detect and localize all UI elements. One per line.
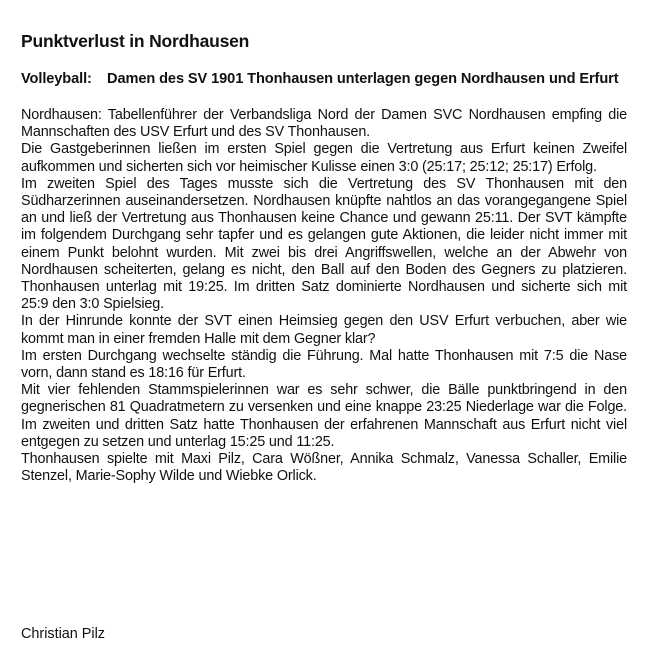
subheadline xyxy=(21,71,627,88)
author-name: Christian Pilz xyxy=(21,626,105,642)
paragraph: Im zweiten Spiel des Tages musste sich die Vertretung des SV Thonhausen mit den Südharzerinnen auseinandersetzen. Nordhausen knüpfte nahtlos an das vorangegangene Spiel an und ließ der Vertretung aus Thonhausen keine Chance und gewann 25:11. Der SVT kämpfte im folgendem Durchgang sehr tapfer und es gelangen gute Aktionen, die leider nicht immer mit einem Punkt belohnt wurden. Mit zwei bis drei Angriffswellen, welche an der Abwehr von Nordhausen scheiterten, gelang es nicht, den Ball auf den Boden des Gegners zu platzieren. Thonhausen unterlag mit 19:25. Im dritten Satz dominierte Nordhausen und sicherte sich mit 25:9 den 3:0 Spielsieg. xyxy=(21,175,627,313)
headline: Punktverlust in Nordhausen xyxy=(21,31,250,51)
paragraph: In der Hinrunde konnte der SVT einen Heimsieg gegen den USV Erfurt verbuchen, aber wie kommt man in einer fremden Halle mit dem Gegner klar? xyxy=(21,313,627,347)
paragraph: Nordhausen: Tabellenführer der Verbandsliga Nord der Damen SVC Nordhausen empfing die Mannschaften des USV Erfurt und des SV Thonhausen. xyxy=(21,107,627,141)
paragraph: Die Gastgeberinnen ließen im ersten Spiel gegen die Vertretung aus Erfurt keinen Zweifel aufkommen und sicherten sich vor heimischer Kulisse einen 3:0 (25:17; 25:12; 25:17) Erfolg. xyxy=(21,141,627,175)
article-body xyxy=(21,107,627,485)
section-label: Volleyball: xyxy=(21,71,92,87)
subtitle: Damen des SV 1901 Thonhausen unterlagen gegen Nordhausen und Erfurt xyxy=(107,71,619,87)
paragraph: Mit vier fehlenden Stammspielerinnen war es sehr schwer, die Bälle punktbringend in den gegnerischen 81 Quadratmetern zu versenken und eine knappe 23:25 Niederlage war die Folge. Im zweiten und dritten Satz hatte Thonhausen der erfahrenen Mannschaft aus Erfurt nicht viel entgegen zu setzen und unterlag 15:25 und 11:25. xyxy=(21,382,627,450)
paragraph: Im ersten Durchgang wechselte ständig die Führung. Mal hatte Thonhausen mit 7:5 die Nase vorn, dann stand es 18:16 für Erfurt. xyxy=(21,347,627,382)
paragraph: Thonhausen spielte mit Maxi Pilz, Cara Wößner, Annika Schmalz, Vanessa Schaller, Emilie Stenzel, Marie-Sophy Wilde und Wiebke Orlick. xyxy=(21,451,627,485)
article xyxy=(21,30,627,642)
